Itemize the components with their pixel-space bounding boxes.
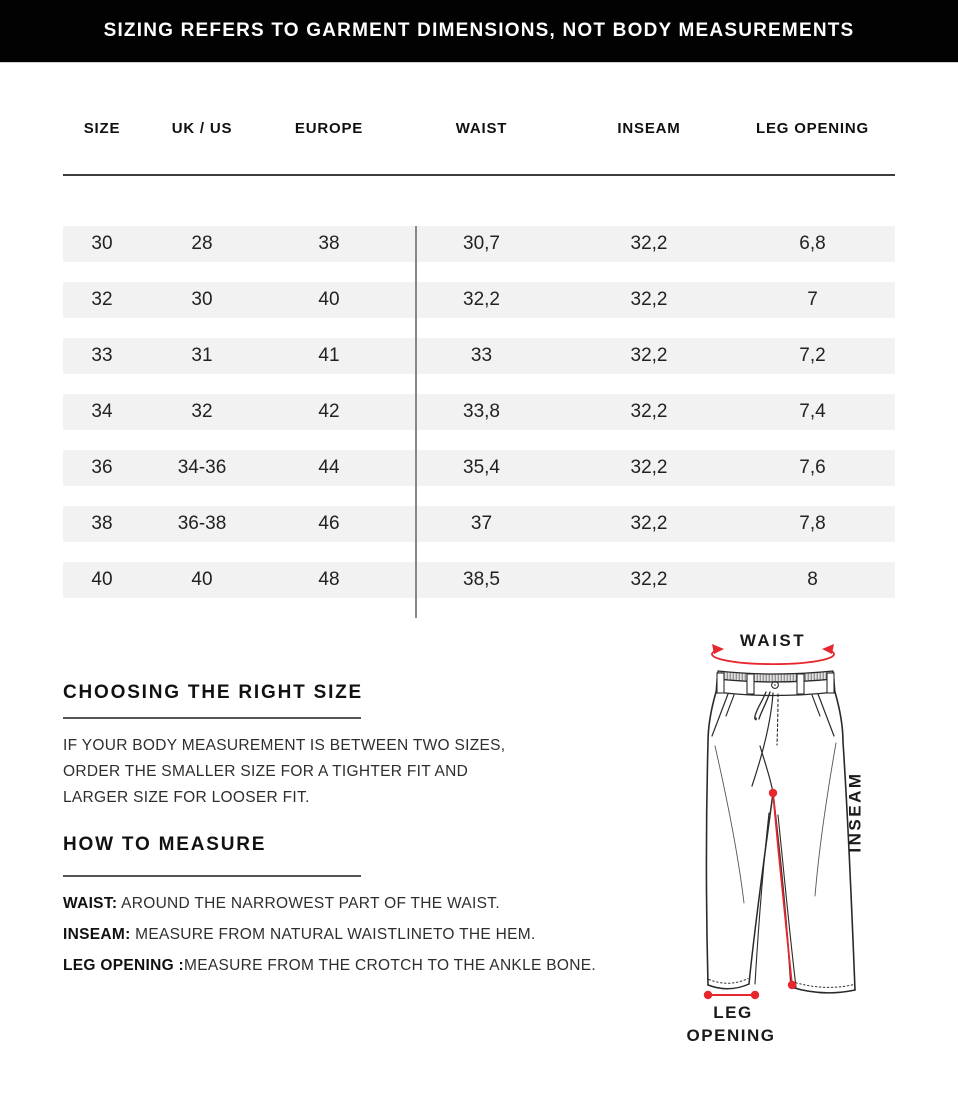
table-row (63, 338, 895, 374)
table-cell: 32,2 (463, 289, 500, 310)
choosing-line-2: ORDER THE SMALLER SIZE FOR A TIGHTER FIT AND (63, 763, 469, 780)
column-header-leg-opening: LEG OPENING (756, 120, 869, 137)
size-table-body (63, 226, 895, 618)
table-cell: 7,4 (799, 401, 826, 422)
how-to-measure-heading: HOW TO MEASURE (63, 834, 267, 855)
measure-label-leg-opening: LEG OPENING : (63, 957, 185, 974)
size-table-header (63, 112, 895, 146)
choosing-size-heading: CHOOSING THE RIGHT SIZE (63, 682, 364, 703)
column-header-inseam: INSEAM (617, 120, 681, 137)
table-cell: 7,6 (799, 457, 826, 478)
table-cell: 6,8 (799, 233, 826, 254)
choosing-line-3: LARGER SIZE FOR LOOSER FIT. (63, 789, 310, 806)
table-cell: 7,8 (799, 513, 826, 534)
table-cell: 34-36 (177, 457, 227, 478)
pants-sketch (707, 671, 856, 993)
choosing-heading-rule (63, 717, 361, 719)
table-cell: 32,2 (630, 513, 668, 534)
table-cell: 42 (318, 401, 340, 422)
table-cell: 37 (470, 513, 493, 534)
column-header-size: SIZE (83, 120, 121, 137)
table-cell: 38 (318, 233, 340, 254)
waist-measure-label: WAIST (739, 631, 807, 650)
table-cell: 28 (191, 233, 213, 254)
table-row (63, 450, 895, 486)
measure-text-waist: AROUND THE NARROWEST PART OF THE WAIST. (117, 895, 500, 912)
table-cell: 35,4 (463, 457, 500, 478)
table-cell: 32,2 (630, 345, 668, 366)
leg-opening-label-line1: LEG (713, 1003, 753, 1022)
table-cell: 30,7 (463, 233, 500, 254)
table-row (63, 506, 895, 542)
measure-instructions (63, 888, 596, 981)
inseam-measure-label: INSEAM (845, 771, 865, 853)
table-row (63, 562, 895, 598)
table-cell: 46 (318, 513, 340, 534)
table-cell: 32,2 (630, 401, 668, 422)
table-row (63, 226, 895, 262)
table-cell: 7 (807, 289, 818, 310)
table-cell: 32 (191, 401, 213, 422)
sizing-notice-text: SIZING REFERS TO GARMENT DIMENSIONS, NOT BODY MEASUREMENTS (103, 20, 855, 41)
column-header-europe: EUROPE (294, 120, 364, 137)
table-cell: 48 (318, 569, 340, 590)
measure-text-inseam: MEASURE FROM NATURAL WAISTLINETO THE HEM. (130, 926, 536, 943)
table-cell: 41 (318, 345, 340, 366)
table-cell: 33 (470, 345, 493, 366)
measure-text-leg-opening: MEASURE FROM THE CROTCH TO THE ANKLE BONE. (184, 957, 596, 974)
table-column-divider (415, 226, 417, 618)
table-cell: 32,2 (630, 233, 668, 254)
table-cell: 33,8 (463, 401, 500, 422)
table-cell: 44 (318, 457, 340, 478)
leg-opening-measure-line (704, 991, 759, 999)
inseam-measure-line (769, 789, 796, 989)
pants-diagram-svg (660, 618, 958, 1063)
table-row (63, 394, 895, 430)
table-header-rule (63, 174, 895, 176)
table-cell: 38 (91, 513, 113, 534)
table-cell: 33 (91, 345, 113, 366)
table-cell: 40 (91, 569, 113, 590)
measure-item-leg-opening (63, 950, 596, 981)
table-cell: 38,5 (463, 569, 500, 590)
measure-label-waist: WAIST: (63, 895, 118, 912)
table-cell: 32,2 (630, 289, 668, 310)
table-cell: 31 (191, 345, 213, 366)
sizing-notice-banner (0, 0, 958, 63)
measure-label-inseam: INSEAM: (63, 926, 131, 943)
choosing-line-1: IF YOUR BODY MEASUREMENT IS BETWEEN TWO SIZES, (63, 737, 506, 754)
choosing-size-text (63, 733, 505, 811)
table-cell: 34 (91, 401, 113, 422)
table-cell: 32 (91, 289, 113, 310)
column-header-uk-us: UK / US (171, 120, 233, 137)
table-cell: 40 (191, 569, 213, 590)
table-cell: 8 (807, 569, 818, 590)
table-cell: 7,2 (799, 345, 826, 366)
table-cell: 36-38 (177, 513, 227, 534)
measure-item-waist (63, 888, 596, 919)
table-cell: 36 (91, 457, 113, 478)
leg-opening-label-line2: OPENING (686, 1026, 776, 1045)
table-cell: 32,2 (630, 569, 668, 590)
column-header-waist: WAIST (455, 120, 508, 137)
measure-heading-rule (63, 875, 361, 877)
table-cell: 40 (318, 289, 340, 310)
table-row (63, 282, 895, 318)
table-cell: 32,2 (630, 457, 668, 478)
pants-measurement-diagram (660, 618, 958, 1063)
table-cell: 30 (191, 289, 213, 310)
measure-item-inseam (63, 919, 596, 950)
table-cell: 30 (91, 233, 113, 254)
